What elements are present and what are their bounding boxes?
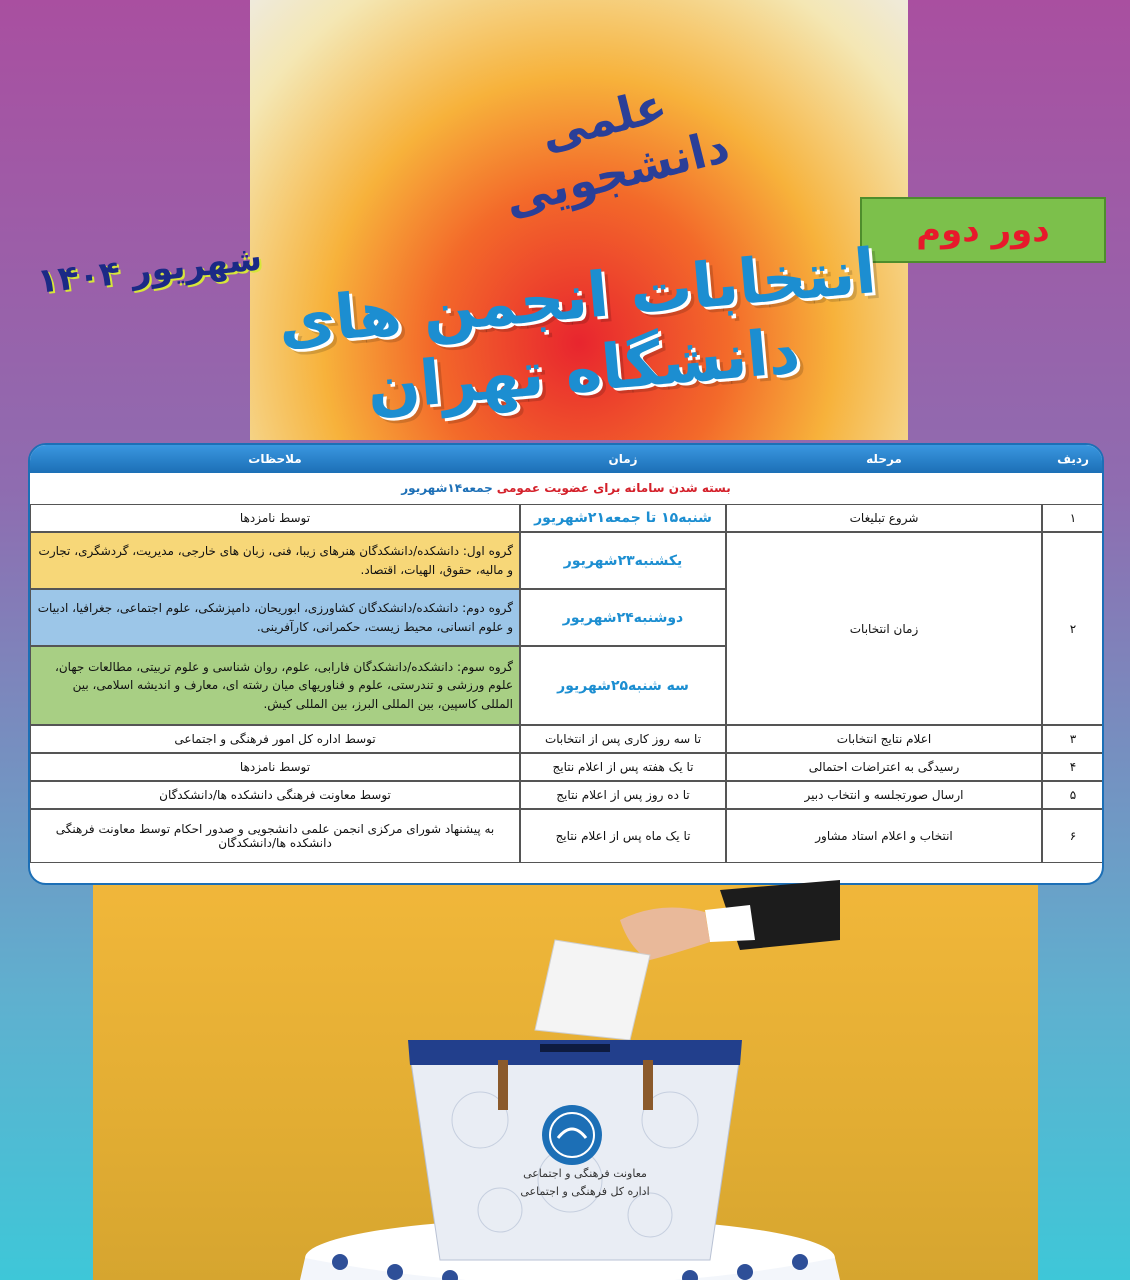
row-1-notes: توسط نامزدها [30, 504, 520, 532]
row-2-group-2-notes: گروه دوم: دانشکده/دانشکدگان کشاورزی، ابوریحان، دامپزشکی، علوم اجتماعی، جغرافیا، ادبیات و علوم انسانی، محیط زیست، حکمرانی، کارآفرینی. [30, 589, 520, 646]
row-6-time: تا یک ماه پس از اعلام نتایج [520, 809, 726, 863]
ballot-paper [535, 940, 650, 1040]
title-line-2: انتخابات انجمن های دانشگاه تهران [275, 234, 879, 425]
row-2-group-3-time: سه شنبه۲۵شهریور [520, 646, 726, 725]
row-1-num: ۱ [1042, 504, 1104, 532]
date-label: شهریور ۱۴۰۴ [35, 238, 264, 302]
row-2-num: ۲ [1042, 532, 1104, 725]
row-1-time: شنبه۱۵ تا جمعه۲۱شهریور [520, 504, 726, 532]
row-4-time: تا یک هفته پس از اعلام نتایج [520, 753, 726, 781]
header-row: ردیف [1057, 452, 1089, 466]
header-stage: مرحله [866, 452, 902, 466]
box-slot [540, 1044, 610, 1052]
row-2-group-1-notes: گروه اول: دانشکده/دانشکدگان هنرهای زیبا، فنی، زبان های خارجی، مدیریت، گردشگری، تجارت و مالیه، حقوق، الهیات، اقتصاد. [30, 532, 520, 589]
row-3-time: تا سه روز کاری پس از انتخابات [520, 725, 726, 753]
row-6-stage: انتخاب و اعلام استاد مشاور [726, 809, 1042, 863]
row-5-time: تا ده روز پس از اعلام نتایج [520, 781, 726, 809]
row-6-num: ۶ [1042, 809, 1104, 863]
row-4-stage: رسیدگی به اعتراضات احتمالی [726, 753, 1042, 781]
round-badge: دور دوم [860, 197, 1106, 263]
row-4-notes: توسط نامزدها [30, 753, 520, 781]
row-4-num: ۴ [1042, 753, 1104, 781]
cuff-shape [705, 905, 755, 942]
box-caption-line-1: معاونت فرهنگی و اجتماعی [523, 1167, 647, 1180]
row-1-stage: شروع تبلیغات [726, 504, 1042, 532]
title-line-1: علمی دانشجویی [499, 77, 735, 227]
row-2-group-1-time: یکشنبه۲۳شهریور [520, 532, 726, 589]
strap-right [643, 1060, 653, 1110]
header-time: زمان [608, 452, 638, 466]
announcement [30, 473, 1102, 503]
row-3-stage: اعلام نتایج انتخابات [726, 725, 1042, 753]
header-notes: ملاحظات [248, 452, 302, 466]
row-5-stage: ارسال صورتجلسه و انتخاب دبیر [726, 781, 1042, 809]
row-5-notes: توسط معاونت فرهنگی دانشکده ها/دانشکدگان [30, 781, 520, 809]
box-caption-line-2: اداره کل فرهنگی و اجتماعی [520, 1184, 650, 1198]
strap-left [498, 1060, 508, 1110]
announcement-text: بسته شدن سامانه برای عضویت عمومی [496, 481, 731, 495]
announcement-date: جمعه۱۴شهریور [401, 481, 493, 495]
row-5-num: ۵ [1042, 781, 1104, 809]
row-6-notes: به پیشنهاد شورای مرکزی انجمن علمی دانشجویی و صدور احکام توسط معاونت فرهنگی دانشکده ها/دانشکدگان [30, 809, 520, 863]
schedule-table [28, 443, 1104, 885]
box-caption [510, 1165, 660, 1225]
row-2-stage: زمان انتخابات [726, 532, 1042, 725]
table-header [30, 445, 1102, 473]
row-3-notes: توسط اداره کل امور فرهنگی و اجتماعی [30, 725, 520, 753]
ballot-box-illustration [300, 880, 840, 1280]
row-3-num: ۳ [1042, 725, 1104, 753]
row-2-group-2-time: دوشنبه۲۴شهریور [520, 589, 726, 646]
row-2-group-3-notes: گروه سوم: دانشکده/دانشکدگان فارابی، علوم، روان شناسی و علوم تربیتی، مطالعات جهان، علوم ورزشی و تندرستی، علوم و فناوریهای میان رشته ای، معارف و اندیشه اسلامی، بین المللی کاسپین، بین المللی البرز، بین المللی کیش. [30, 646, 520, 725]
box-lid [408, 1040, 742, 1065]
